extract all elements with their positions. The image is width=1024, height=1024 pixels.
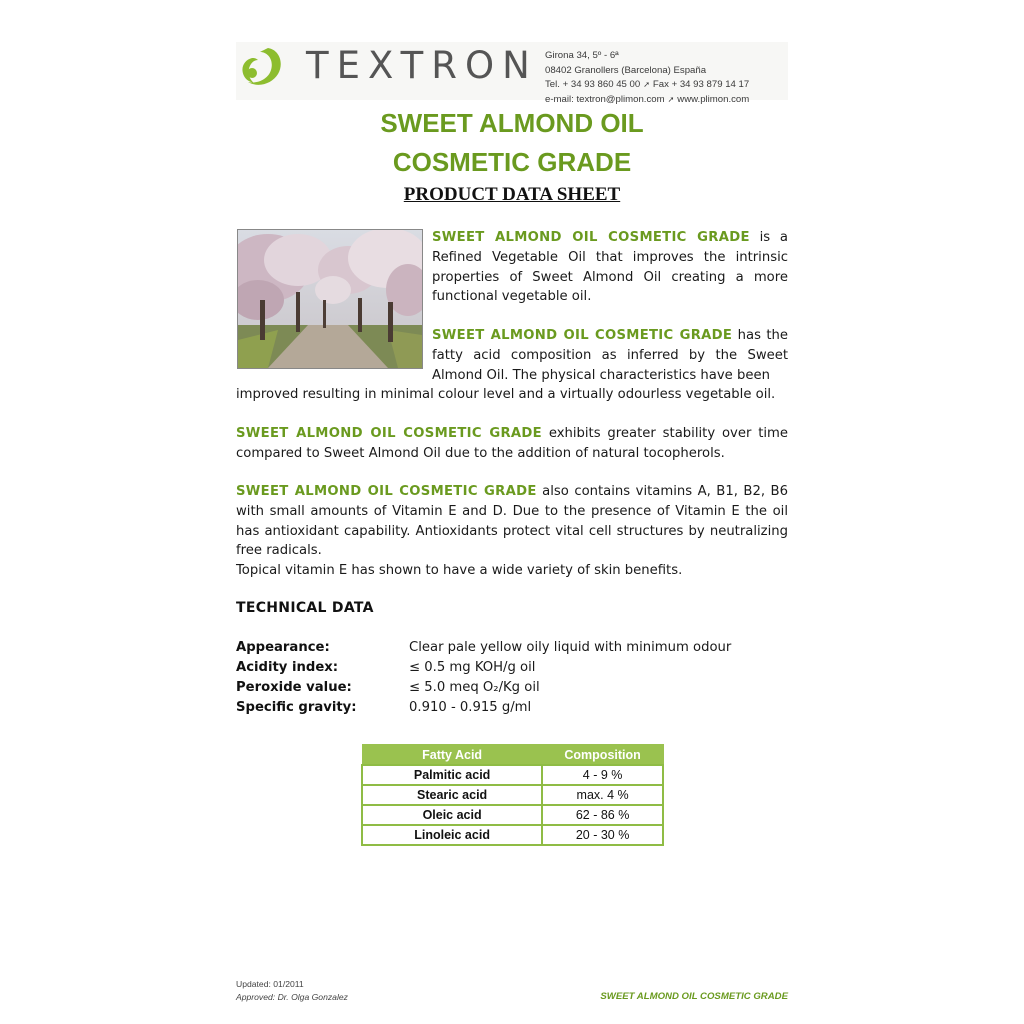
spec-row [236, 640, 788, 660]
product-name-highlight: SWEET ALMOND OIL COSMETIC GRADE [236, 484, 537, 499]
approved-by: Approved: Dr. Olga Gonzalez [236, 992, 348, 1002]
column-header: Fatty Acid [362, 745, 542, 766]
table-header-row [362, 745, 663, 766]
table-row [362, 805, 663, 825]
vitamins-paragraph [236, 482, 788, 561]
column-header: Composition [542, 745, 663, 766]
contact-block [545, 49, 795, 107]
document-subtitle: PRODUCT DATA SHEET [403, 184, 621, 205]
acid-cell: Linoleic acid [362, 825, 542, 845]
address-line: 08402 Granollers (Barcelona) España [545, 64, 707, 76]
spec-value: 0.910 - 0.915 g/ml [409, 700, 532, 715]
acid-cell: Stearic acid [362, 785, 542, 805]
table-row [362, 825, 663, 845]
paragraph-text: also contains vitamins A, B1, B2, B6 with small amounts of Vitamin E and D. Due to the presence of Vitamin E the oil has antioxidant capability. Antioxidants protect vital cell structures by neutralizing free radicals. [236, 484, 788, 559]
product-name-highlight: SWEET ALMOND OIL COSMETIC GRADE [432, 230, 750, 245]
paragraph-text: exhibits greater stability over time compared to Sweet Almond Oil due to the addition of natural tocopherols. [236, 426, 788, 461]
technical-data-heading: TECHNICAL DATA [236, 600, 374, 616]
vitamin-e-paragraph: Topical vitamin E has shown to have a wide variety of skin benefits. [236, 563, 683, 578]
arrow-icon: ➚ [667, 94, 675, 104]
spec-value: ≤ 5.0 meq O₂/Kg oil [409, 680, 540, 695]
intro-paragraph [432, 228, 788, 307]
address-line: Girona 34, 5º - 6ª [545, 50, 619, 61]
spec-label: Specific gravity: [236, 700, 357, 715]
composition-cell: 4 - 9 % [542, 765, 663, 785]
textron-logo-icon [238, 44, 284, 88]
paragraph-text: has the fatty acid composition as inferred by the Sweet Almond Oil. The physical characteristics have been [432, 328, 788, 383]
acid-cell: Oleic acid [362, 805, 542, 825]
email-link[interactable]: e-mail: textron@plimon.com [545, 93, 665, 105]
footer-product-name: SWEET ALMOND OIL COSMETIC GRADE [600, 991, 788, 1002]
spec-label: Acidity index: [236, 660, 339, 675]
composition-cell: 20 - 30 % [542, 825, 663, 845]
composition-cell: 62 - 86 % [542, 805, 663, 825]
spec-row [236, 680, 788, 700]
composition-cell: max. 4 % [542, 785, 663, 805]
arrow-icon: ➚ [643, 80, 650, 89]
spec-row [236, 700, 788, 720]
product-title-line2: COSMETIC GRADE [392, 147, 632, 177]
table-row [362, 785, 663, 805]
product-name-highlight: SWEET ALMOND OIL COSMETIC GRADE [432, 328, 733, 343]
composition-paragraph [432, 326, 788, 385]
web-line [545, 93, 795, 108]
footer-meta [236, 978, 348, 1004]
tel-text: Tel. + 34 93 860 45 00 [545, 79, 641, 90]
table-row [362, 765, 663, 785]
product-title-line1: SWEET ALMOND OIL [380, 108, 644, 138]
fax-text: Fax + 34 93 879 14 17 [652, 79, 750, 90]
product-name-highlight: SWEET ALMOND OIL COSMETIC GRADE [236, 426, 542, 441]
updated-date: Updated: 01/2011 [236, 979, 304, 989]
stability-paragraph [236, 424, 788, 464]
phone-line [545, 78, 795, 93]
paragraph-text: is a Refined Vegetable Oil that improves the intrinsic properties of Sweet Almond Oil creating a more functional vegetable oil. [432, 230, 788, 305]
spec-row [236, 660, 788, 680]
almond-orchard-photo [237, 229, 423, 369]
website-link[interactable]: www.plimon.com [677, 93, 750, 105]
letterhead [236, 42, 788, 105]
composition-paragraph-continued: improved resulting in minimal colour level and a virtually odourless vegetable oil. [236, 387, 776, 402]
fatty-acid-table [361, 744, 664, 846]
brand-name: TEXTRON [306, 44, 538, 87]
acid-cell: Palmitic acid [362, 765, 542, 785]
spec-label: Peroxide value: [236, 680, 352, 695]
spec-value: Clear pale yellow oily liquid with minimum odour [409, 640, 732, 655]
spec-value: ≤ 0.5 mg KOH/g oil [409, 660, 536, 675]
spec-label: Appearance: [236, 640, 330, 655]
